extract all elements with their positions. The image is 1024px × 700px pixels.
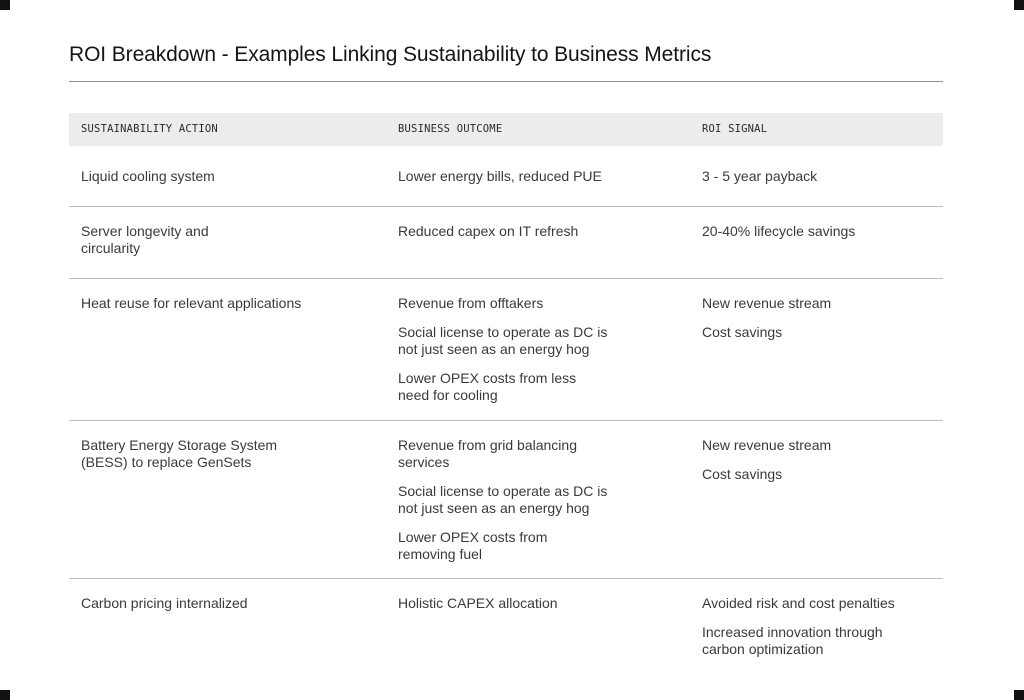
header-roi-signal: ROI SIGNAL: [702, 123, 768, 135]
header-sustainability-action: SUSTAINABILITY ACTION: [81, 123, 218, 135]
outcome-item: Holistic CAPEX allocation: [398, 595, 558, 611]
corner-mark-bottom-left: [0, 690, 10, 700]
action-cell: Heat reuse for relevant applications: [81, 295, 302, 311]
outcome-cell: [398, 295, 620, 404]
outcome-cell: [398, 437, 620, 563]
action-cell: Carbon pricing internalized: [81, 595, 248, 611]
outcome-item: Social license to operate as DC is not just seen as an energy hog: [398, 324, 608, 357]
table-row: [69, 146, 943, 207]
signal-cell: [702, 168, 942, 185]
table-row: [69, 579, 943, 679]
corner-mark-top-left: [0, 0, 10, 10]
signal-item: Cost savings: [702, 466, 783, 482]
outcome-item: Revenue from grid balancing services: [398, 437, 577, 470]
signal-item: New revenue stream: [702, 437, 832, 453]
signal-item: 20-40% lifecycle savings: [702, 223, 856, 239]
table-row: [69, 421, 943, 579]
outcome-item: Lower OPEX costs from removing fuel: [398, 529, 548, 562]
action-text: Battery Energy Storage System (BESS) to replace GenSets: [81, 437, 278, 470]
signal-cell: [702, 437, 942, 483]
signal-item: New revenue stream: [702, 295, 832, 311]
outcome-item: Reduced capex on IT refresh: [398, 223, 579, 239]
signal-item: Cost savings: [702, 324, 783, 340]
signal-item: 3 - 5 year payback: [702, 168, 818, 184]
table-row: [69, 279, 943, 421]
table-row: [69, 207, 943, 279]
outcome-cell: [398, 595, 638, 612]
corner-mark-top-right: [1014, 0, 1024, 10]
action-cell: [81, 437, 321, 471]
outcome-cell: [398, 223, 638, 240]
signal-item: Avoided risk and cost penalties: [702, 595, 895, 611]
signal-item: Increased innovation through carbon optimization: [702, 624, 883, 657]
action-cell: Server longevity and circularity: [81, 223, 209, 256]
corner-mark-bottom-right: [1014, 690, 1024, 700]
outcome-item: Revenue from offtakers: [398, 295, 544, 311]
signal-cell: [702, 595, 917, 658]
outcome-item: Lower OPEX costs from less need for cooling: [398, 370, 577, 403]
action-cell: Liquid cooling system: [81, 168, 215, 184]
header-business-outcome: BUSINESS OUTCOME: [398, 123, 503, 135]
outcome-cell: [398, 168, 638, 185]
outcome-item: Lower energy bills, reduced PUE: [398, 168, 602, 184]
title-divider: [69, 81, 943, 82]
signal-cell: [702, 223, 942, 240]
outcome-item: Social license to operate as DC is not just seen as an energy hog: [398, 483, 608, 516]
signal-cell: [702, 295, 942, 341]
roi-table: [69, 113, 943, 679]
page-title: ROI Breakdown - Examples Linking Sustainability to Business Metrics: [69, 43, 712, 66]
table-header: [69, 113, 943, 146]
